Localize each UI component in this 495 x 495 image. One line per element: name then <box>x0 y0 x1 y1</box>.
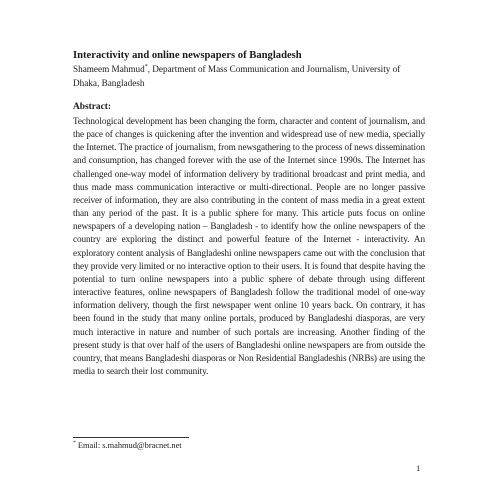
page-number: 1 <box>416 463 421 473</box>
footnote-divider <box>73 437 189 438</box>
abstract-heading: Abstract: <box>73 102 112 112</box>
author-name: Shameem Mahmud <box>73 64 145 74</box>
paper-title: Interactivity and online newspapers of Bangladesh <box>73 50 302 61</box>
footnote-email: Email: s.mahmud@bracnet.net <box>75 441 182 450</box>
footnote-marker: * <box>73 440 76 447</box>
abstract-text: Technological development has been changing the form, character and content of journalism, and the pace of changes is quickening after the invention and widespread use of new media, specially the Internet. The practice of journalism, from newsgathering to the process of news dissemination and consumption, has changed forever with the use of the Internet since 1990s. The Internet has challenged one-way model of information delivery by traditional broadcast and print media, and thus made mass communication interactive or multi-directional. People are no longer passive receiver of information, they are also contributing in the content of mass media in a great extent than any period of the past. It is a public sphere for many. This article puts focus on online newspapers of a developing nation – Bangladesh - to identify how the online newspapers of the country are exploring the distinct and powerful feature of the Internet - interactivity. An exploratory content analysis of Bangladeshi online newspapers came out with the conclusion that they provide very limited or no interactive option to their users. It is found that despite having the potential to turn online newspapers into a public sphere of debate through using different interactive features, online newspapers of Bangladesh follow the traditional model of one-way information delivery, though the first newspaper went online 10 years back. On contrary, it has been found in the study that many online portals, produced by Bangladeshi diasporas, are very much interactive in nature and number of such portals are increasing. Another finding of the present study is that over half of the users of Bangladeshi online newspapers are from outside the country, that means Bangladeshi diasporas or Non Residential Bangladeshis (NRBs) are using the media to search their lost community. <box>73 116 425 376</box>
affiliation-text: , Department of Mass Communication and Journalism, University of Dhaka, Bangladesh <box>73 64 401 88</box>
author-footnote-marker: * <box>144 63 148 70</box>
footnote <box>73 440 182 451</box>
paper-body <box>73 49 425 378</box>
author-affiliation <box>73 63 425 90</box>
